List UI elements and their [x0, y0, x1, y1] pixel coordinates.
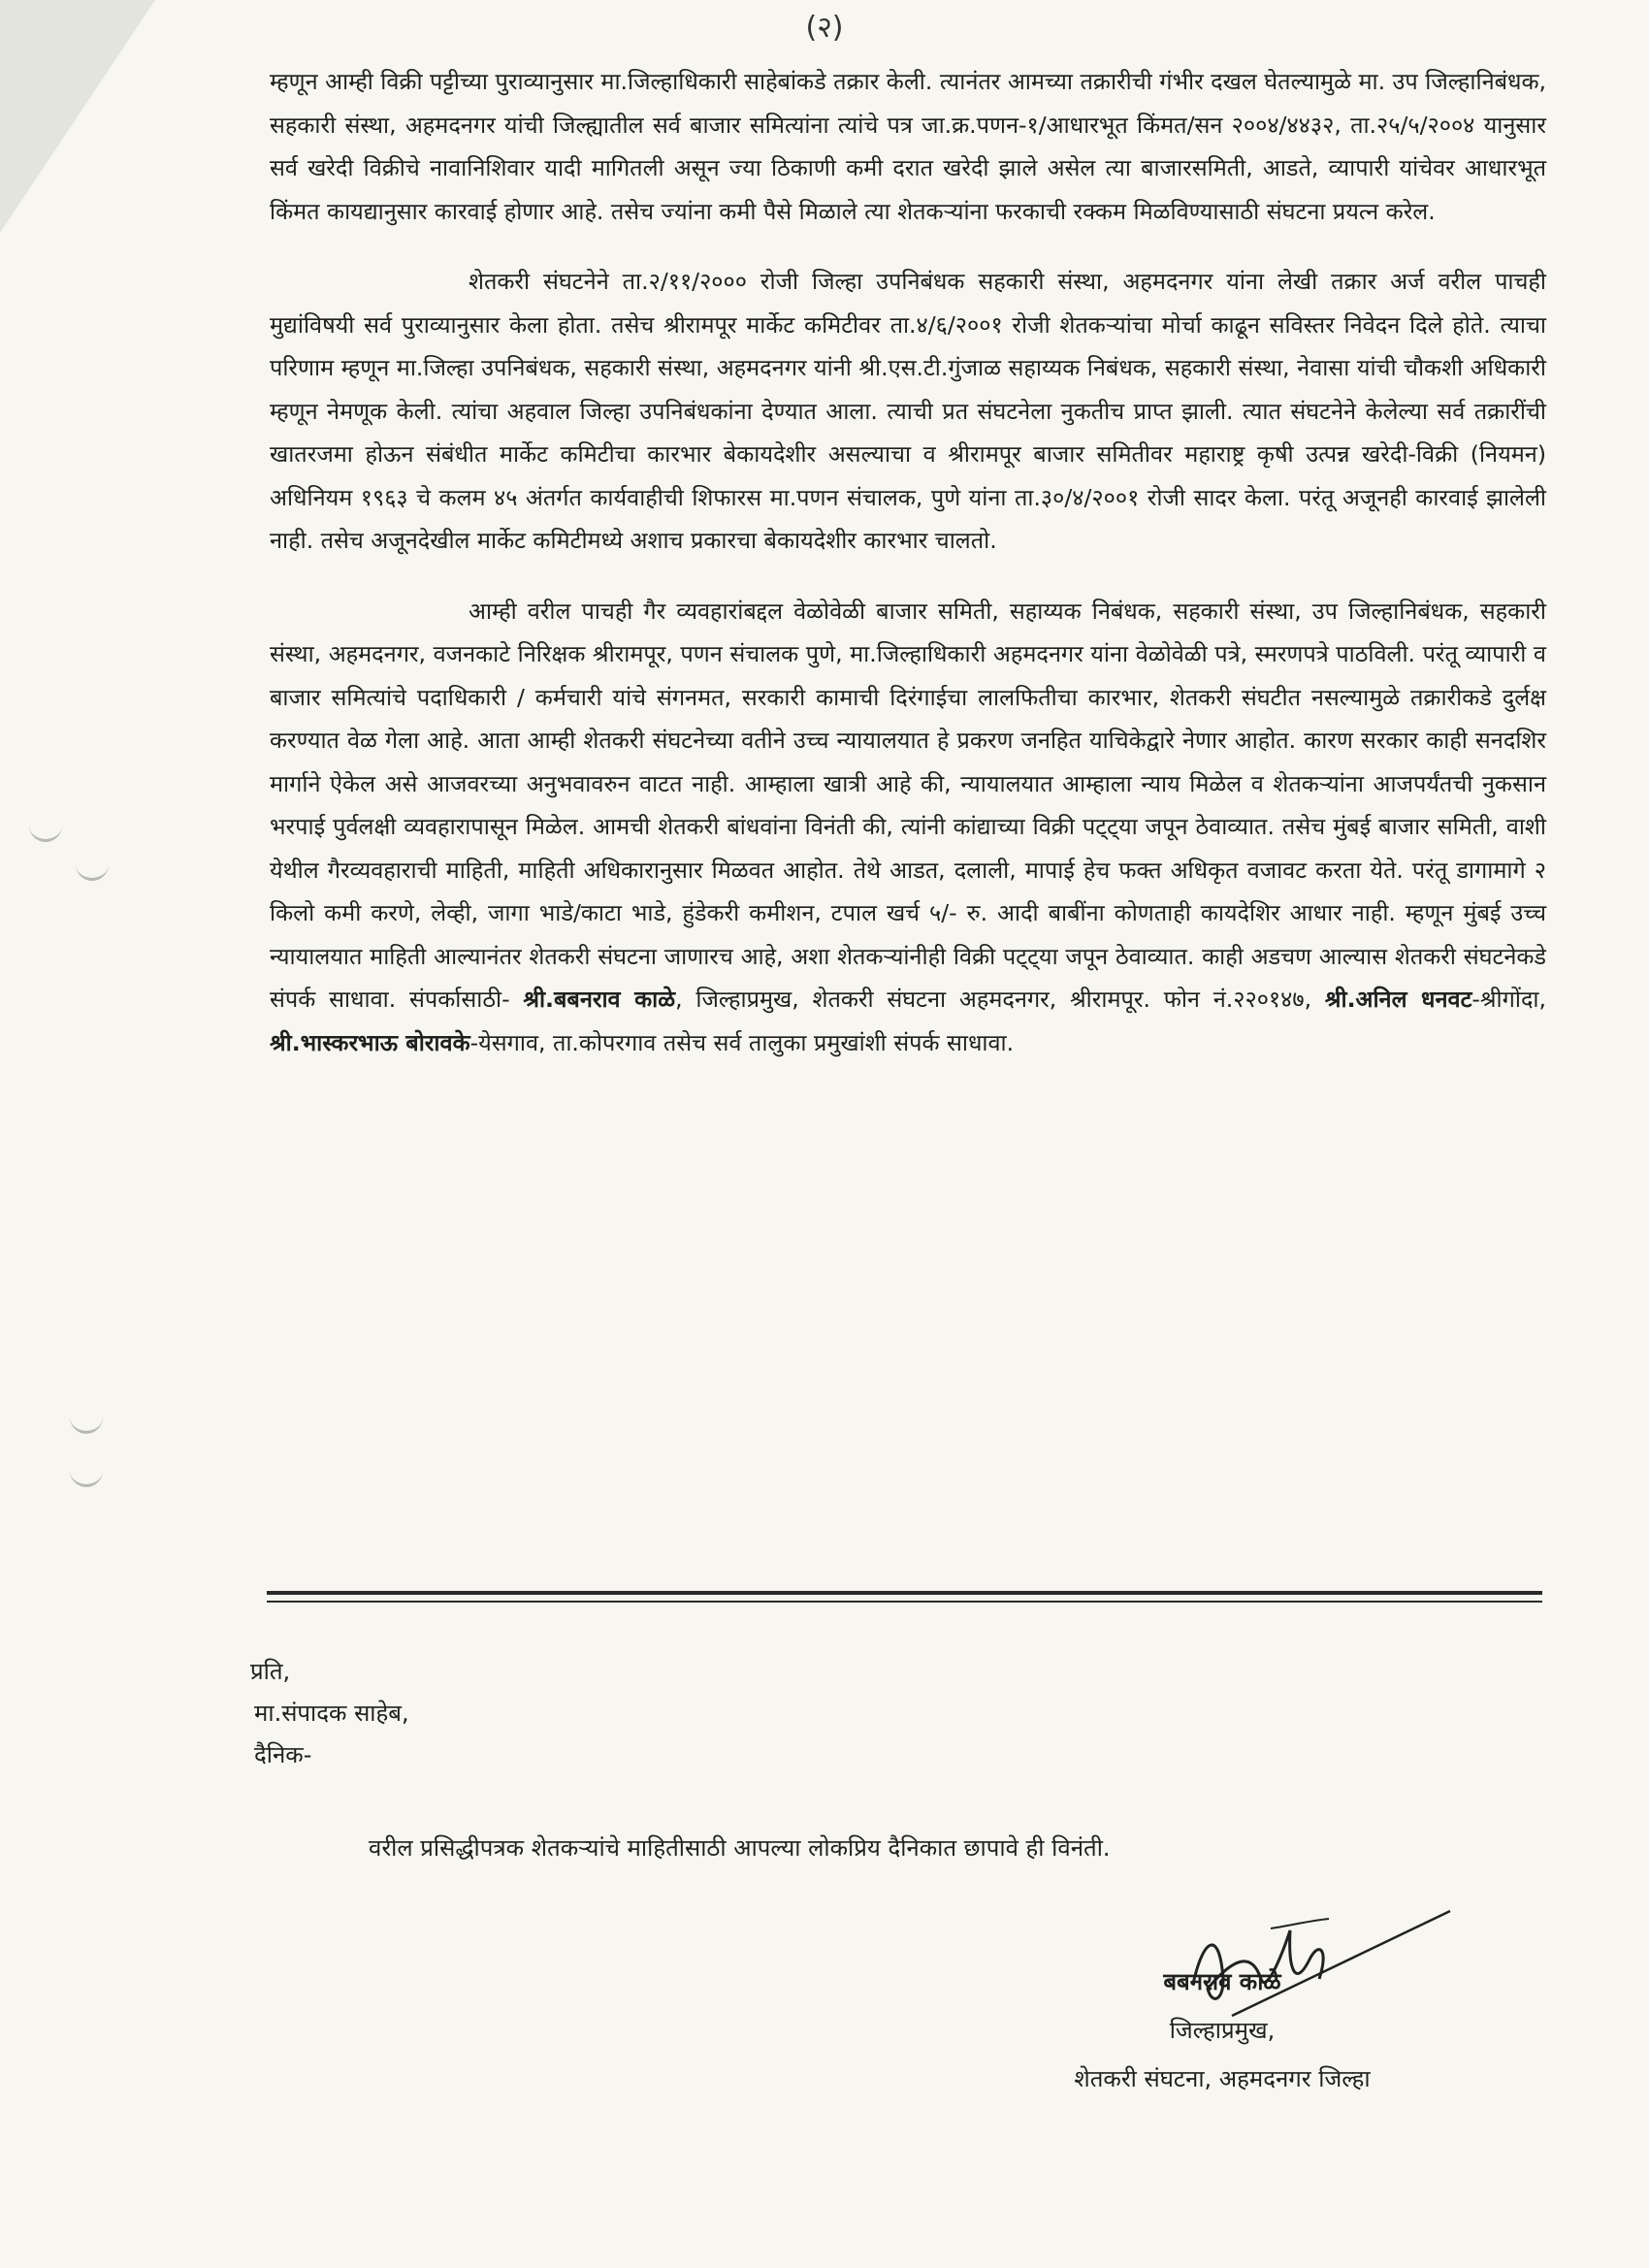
bold-text-segment: श्री.भास्करभाऊ बोरावके [270, 1028, 470, 1056]
signatory-name: बबनराव काळे [1163, 1968, 1281, 1995]
paragraph [270, 60, 1546, 233]
addressee-line: दैनिक- [254, 1741, 312, 1768]
page-number: (२) [805, 11, 844, 45]
punch-hole-mark [70, 1465, 103, 1487]
bold-text-segment: श्री.अनिल धनवट [1324, 986, 1472, 1013]
request-line: वरील प्रसिद्धीपत्रक शेतकऱ्यांचे माहितीसाठी आपल्या लोकप्रिय दैनिकात छापावे ही विनंती. [369, 1834, 1111, 1862]
text-segment: -येसगाव, ता.कोपरगाव तसेच सर्व तालुका प्रमुखांशी संपर्क साधावा. [469, 1028, 1015, 1056]
text-segment: म्हणून आम्ही विक्री पट्टीच्या पुराव्यानुसार मा.जिल्हाधिकारी साहेबांकडे तक्रार केली. त्यानंतर आमच्या तक्रारीची गंभीर दखल घेतल्यामुळे मा. उप जिल्हानिबंधक, सहकारी संस्था, अहमदनगर यांची जिल्ह्यातील सर्व बाजार समित्यांना त्यांचे पत्र जा.क्र.पणन-१/आधारभूत किंमत/सन २००४/४४३२, ता.२५/५/२००४ यानुसार सर्व खरेदी विक्रीचे नावानिशिवार यादी मागितली असून ज्या ठिकाणी कमी दरात खरेदी झाले असेल त्या बाजारसमिती, आडते, व्यापारी यांचेवर आधारभूत किंमत कायद्यानुसार कारवाई होणार आहे. तसेच ज्यांना कमी पैसे मिळाले त्या शेतकऱ्यांना फरकाची रक्कम मिळविण्यासाठी संघटना प्रयत्न करेल. [270, 68, 1546, 225]
punch-hole-mark [76, 859, 109, 881]
paragraph [270, 260, 1546, 563]
body-text [270, 60, 1546, 1064]
divider-rule [267, 1591, 1542, 1595]
text-segment: , जिल्हाप्रमुख, शेतकरी संघटना अहमदनगर, श्रीरामपूर. फोन नं.२२०१४७, [675, 986, 1325, 1013]
text-segment: आम्ही वरील पाचही गैर व्यवहारांबद्दल वेळोवेळी बाजार समिती, सहाय्यक निबंधक, सहकारी संस्था, उप जिल्हानिबंधक, सहकारी संस्था, अहमदनगर, वजनकाटे निरिक्षक श्रीरामपूर, पणन संचालक पुणे, मा.जिल्हाधिकारी अहमदनगर यांना वेळोवेळी पत्रे, स्मरणपत्रे पाठविली. परंतू व्यापारी व बाजार समित्यांचे पदाधिकारी / कर्मचारी यांचे संगनमत, सरकारी कामाची दिरंगाईचा लालफितीचा कारभार, शेतकरी संघटीत नसल्यामुळे तक्रारीकडे दुर्लक्ष करण्यात वेळ गेला आहे. आता आम्ही शेतकरी संघटनेच्या वतीने उच्च न्यायालयात हे प्रकरण जनहित याचिकेद्वारे नेणार आहोत. कारण सरकार काही सनदशिर मार्गाने ऐकेल असे आजवरच्या अनुभवावरुन वाटत नाही. आम्हाला खात्री आहे की, न्यायालयात आम्हाला न्याय मिळेल व शेतकऱ्यांना आजपर्यंतची नुकसान भरपाई पुर्वलक्षी व्यवहारापासून मिळेल. आमची शेतकरी बांधवांना विनंती की, त्यांनी कांद्याच्या विक्री पट्ट्या जपून ठेवाव्यात. तसेच मुंबई बाजार समिती, वाशी येथील गैरव्यवहाराची माहिती, माहिती अधिकारानुसार मिळवत आहोत. तेथे आडत, दलाली, मापाई हेच फक्त अधिकृत वजावट करता येते. परंतू डागामागे २ किलो कमी करणे, लेव्ही, जागा भाडे/काटा भाडे, हुंडेकरी कमीशन, टपाल खर्च ५/- रु. आदी बाबींना कोणताही कायदेशिर आधार नाही. म्हणून मुंबई उच्च न्यायालयात माहिती आल्यानंतर शेतकरी संघटना जाणारच आहे, अशा शेतकऱ्यांनीही विक्री पट्ट्या जपून ठेवाव्यात. काही अडचण आल्यास शेतकरी संघटनेकडे संपर्क साधावा. संपर्कासाठी- [270, 597, 1546, 1013]
text-segment: शेतकरी संघटनेने ता.२/११/२००० रोजी जिल्हा उपनिबंधक सहकारी संस्था, अहमदनगर यांना लेखी तक्रार अर्ज वरील पाचही मुद्यांविषयी सर्व पुराव्यानुसार केला होता. तसेच श्रीरामपूर मार्केट कमिटीवर ता.४/६/२००१ रोजी शेतकऱ्यांचा मोर्चा काढून सविस्तर निवेदन दिले होते. त्याचा परिणाम म्हणून मा.जिल्हा उपनिबंधक, सहकारी संस्था, अहमदनगर यांनी श्री.एस.टी.गुंजाळ सहाय्यक निबंधक, सहकारी संस्था, नेवासा यांची चौकशी अधिकारी म्हणून नेमणूक केली. त्यांचा अहवाल जिल्हा उपनिबंधकांना देण्यात आला. त्याची प्रत संघटनेला नुकतीच प्राप्त झाली. त्यात संघटनेने केलेल्या सर्व तक्रारींची खातरजमा होऊन संबंधीत मार्केट कमिटीचा कारभार बेकायदेशीर असल्याचा व श्रीरामपूर बाजार समितीवर महाराष्ट्र कृषी उत्पन्न खरेदी-विक्री (नियमन) अधिनियम १९६३ चे कलम ४५ अंतर्गत कार्यवाहीची शिफारस मा.पणन संचालक, पुणे यांना ता.३०/४/२००१ रोजी सादर केला. परंतू अजूनही कारवाई झालेली नाही. तसेच अजूनदेखील मार्केट कमिटीमध्ये अशाच प्रकारचा बेकायदेशीर कारभार चालतो. [270, 268, 1546, 554]
paragraph [270, 590, 1546, 1065]
punch-hole-mark [29, 820, 62, 842]
signature-block [1009, 1958, 1436, 2103]
signatory-designation: जिल्हाप्रमुख, [1169, 2017, 1276, 2044]
divider-rule [267, 1601, 1542, 1603]
text-segment: -श्रीगोंदा, [1471, 986, 1546, 1013]
punch-hole-mark [70, 1411, 103, 1434]
signatory-organization: शेतकरी संघटना, अहमदनगर जिल्हा [1074, 2065, 1371, 2092]
bold-text-segment: श्री.बबनराव काळे [523, 986, 676, 1013]
addressee-block [250, 1651, 409, 1776]
addressee-line: प्रति, [250, 1658, 291, 1685]
addressee-line: मा.संपादक साहेब, [254, 1700, 409, 1727]
